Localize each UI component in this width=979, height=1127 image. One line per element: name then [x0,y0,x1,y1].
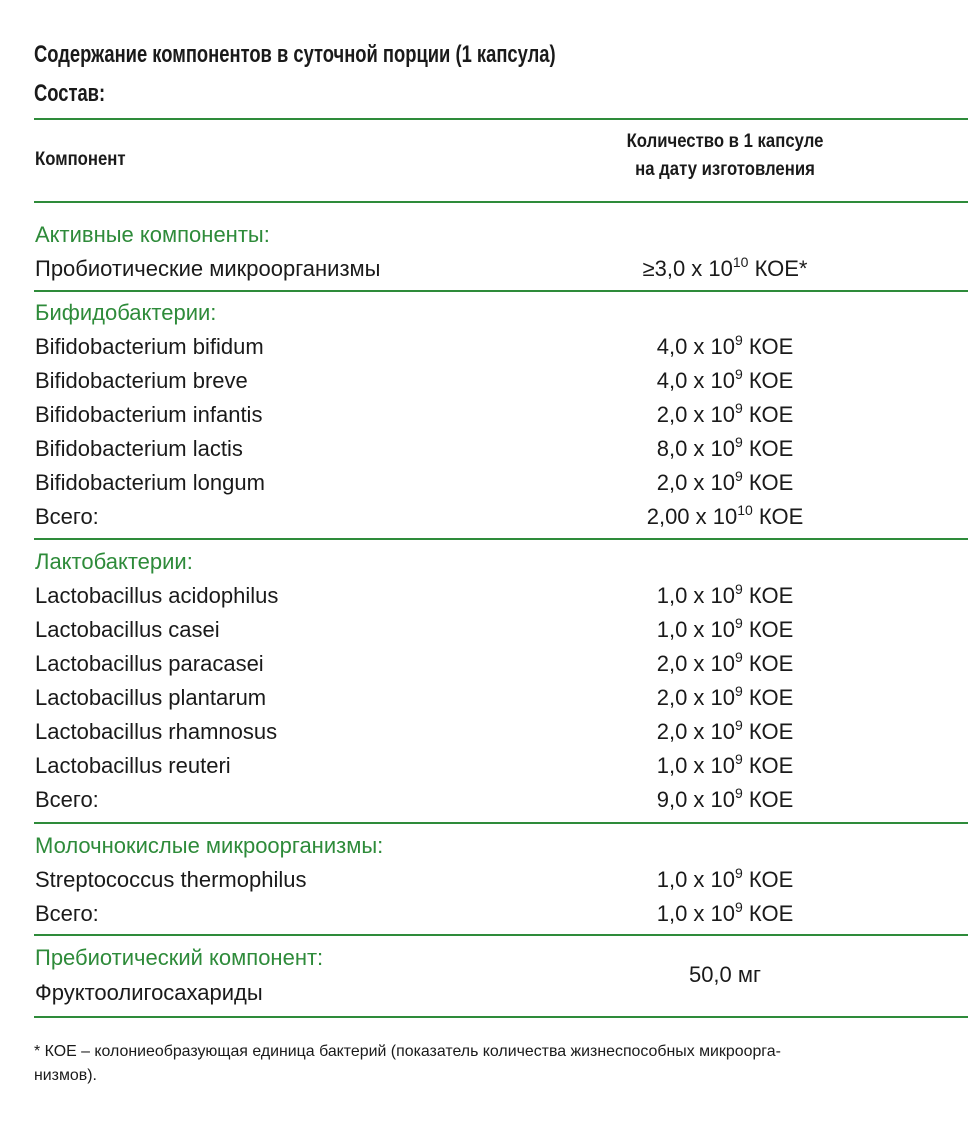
table-row-value: 1,0 х $10^9$ КОЕ [656,581,794,608]
rule-section-2 [34,538,968,540]
table-row-value: 1,0 х $10^9$ КОЕ [656,615,794,642]
table-row: Lactobacillus plantarum [35,685,267,710]
rule-section-1 [34,290,968,292]
total-value-bifido: 2,00 х $10^{10}$ КОЕ [646,502,804,529]
footnote-line2: низмов). [34,1067,97,1084]
table-row: Lactobacillus rhamnosus [35,719,278,744]
section-heading-lacto: Лактобактерии: [35,549,193,574]
table-row: Lactobacillus reuteri [35,753,231,778]
rule-top [34,118,968,120]
section-heading-lactic: Молочнокислые микроорганизмы: [35,833,384,858]
total-row-bifido: Всего: [35,504,99,529]
row-probiotic-name: Пробиотические микроорганизмы [35,256,381,281]
document-subtitle: Состав: [34,80,106,107]
rule-header [34,201,968,203]
row-prebiotic-value: 50,0 мг [688,962,762,987]
table-row-value: 4,0 х $10^9$ КОЕ [656,332,794,359]
table-row: Bifidobacterium infantis [35,402,263,427]
column-header-quantity [560,128,890,184]
column-header-quantity-line2: на дату изготовления [635,159,815,180]
table-row: Bifidobacterium breve [35,368,248,393]
total-row-lactic: Всего: [35,901,99,926]
section-heading-bifido: Бифидобактерии: [35,300,217,325]
table-row: Lactobacillus casei [35,617,220,642]
footnote [34,1040,944,1088]
table-row-value: 1,0 х $10^9$ КОЕ [656,751,794,778]
total-value-lactic: 1,0 х $10^9$ КОЕ [656,899,794,926]
table-row-value: 8,0 х $10^9$ КОЕ [656,434,794,461]
rule-bottom [34,1016,968,1018]
total-value-lacto: 9,0 х $10^9$ КОЕ [656,785,794,812]
row-prebiotic-name: Фруктоолигосахариды [35,980,263,1005]
table-row-value: 2,0 х $10^9$ КОЕ [656,717,794,744]
table-row: Bifidobacterium longum [35,470,265,495]
table-row: Bifidobacterium lactis [35,436,243,461]
rule-section-3 [34,822,968,824]
rule-section-4 [34,934,968,936]
row-probiotic-value: ≥3,0 х $10^{10}$ КОЕ* [642,254,808,281]
column-header-component: Компонент [35,149,126,170]
table-row: Lactobacillus paracasei [35,651,264,676]
table-row-value: 2,0 х $10^9$ КОЕ [656,468,794,495]
table-row-value: 2,0 х $10^9$ КОЕ [656,683,794,710]
table-row: Bifidobacterium bifidum [35,334,264,359]
total-row-lacto: Всего: [35,787,99,812]
section-heading-prebiotic: Пребиотический компонент: [35,945,324,970]
column-header-quantity-line1: Количество в 1 капсуле [626,131,824,152]
footnote-line1: * КОЕ – колониеобразующая единица бактерий (показатель количества жизнеспособных микроорга- [34,1043,781,1060]
table-row-value: 1,0 х $10^9$ КОЕ [656,865,794,892]
table-row: Streptococcus thermophilus [35,867,307,892]
section-heading-active: Активные компоненты: [35,222,270,247]
table-row-value: 4,0 х $10^9$ КОЕ [656,366,794,393]
document-title: Содержание компонентов в суточной порции (1 капсула) [34,41,556,68]
table-row-value: 2,0 х $10^9$ КОЕ [656,400,794,427]
table-row: Lactobacillus acidophilus [35,583,279,608]
table-row-value: 2,0 х $10^9$ КОЕ [656,649,794,676]
